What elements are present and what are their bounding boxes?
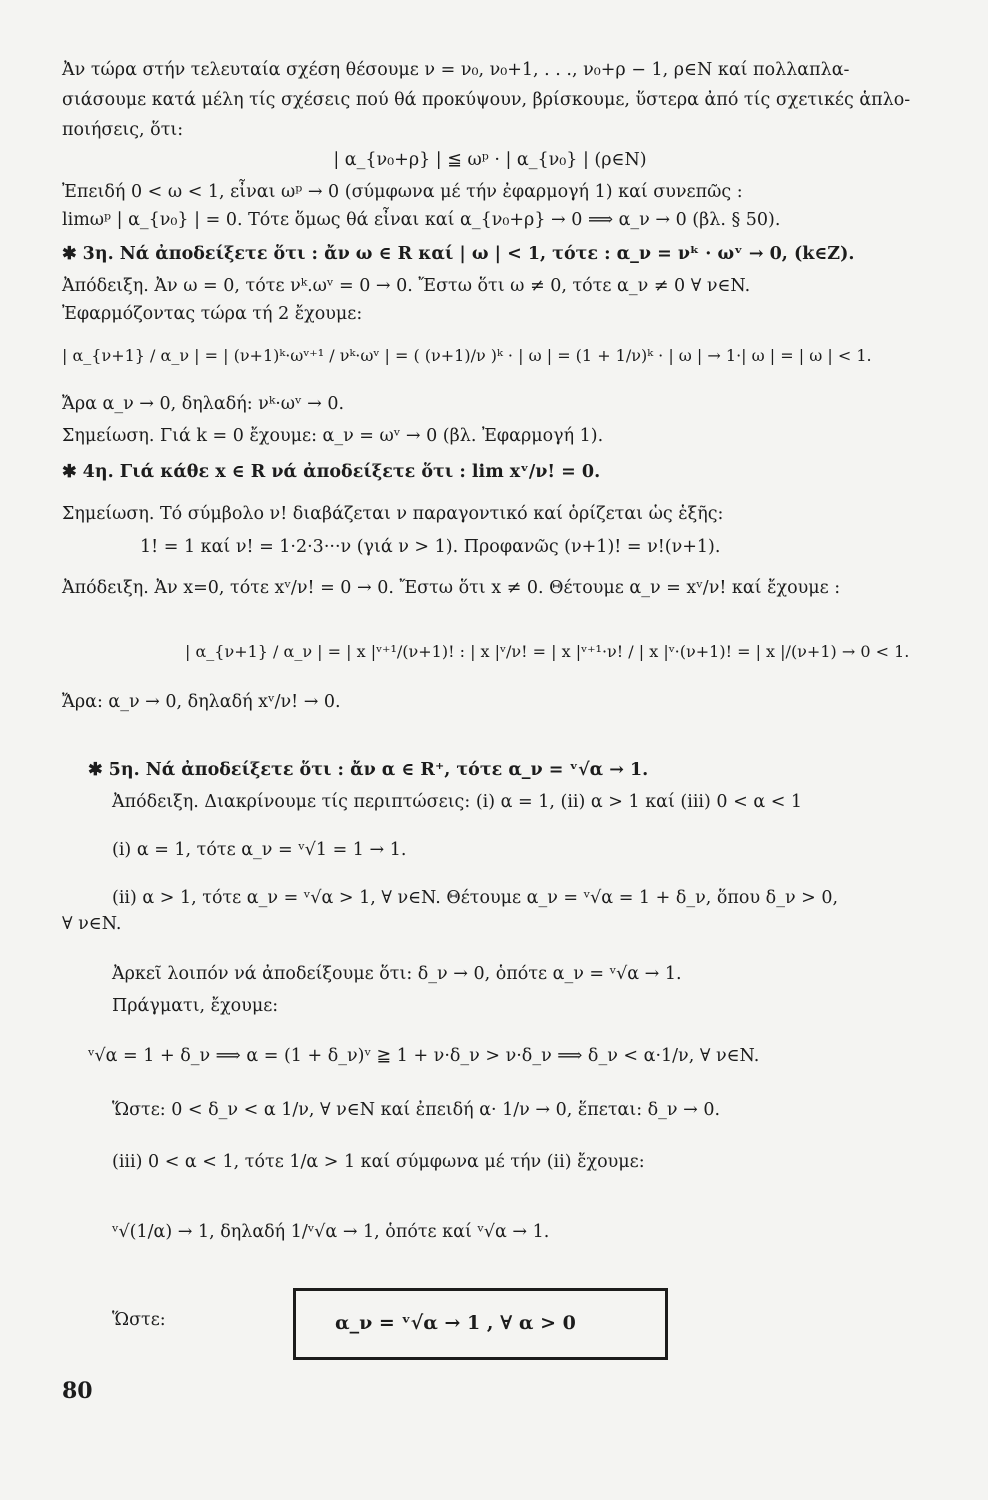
formula-line: | α_{ν₀+ρ} | ≦ ωᵖ · | α_{ν₀} | (ρ∈N) xyxy=(333,150,647,170)
exercise-title: 3η. Νά ἀποδείξετε ὅτι : ἄν ω ∈ R καί | ω | < 1, τότε : α_ν = νᵏ · ωᵛ → 0, (k∈Z). xyxy=(82,244,855,264)
text-line: Ἀπόδειξη. Ἀν x=0, τότε xᵛ/ν! = 0 → 0. Ἔστω ὅτι x ≠ 0. Θέτουμε α_ν = xᵛ/ν! καί ἔχουμε : xyxy=(62,578,841,598)
text-line: Ὥστε: 0 < δ_ν < α 1/ν, ∀ ν∈N καί ἐπειδή α· 1/ν → 0, ἕπεται: δ_ν → 0. xyxy=(112,1100,721,1120)
text-line: Ἐπειδή 0 < ω < 1, εἶναι ωᵖ → 0 (σύμφωνα μέ τήν ἐφαρμογή 1) καί συνεπῶς : xyxy=(62,182,743,202)
exercise-title: 4η. Γιά κάθε x ∈ R νά ἀποδείξετε ὅτι : lim xᵛ/ν! = 0. xyxy=(82,462,601,482)
text-line: Ἐφαρμόζοντας τώρα τή 2 ἔχουμε: xyxy=(62,304,363,324)
exercise-heading-4 xyxy=(62,460,918,484)
text-line: Ἀπόδειξη. Διακρίνουμε τίς περιπτώσεις: (i) α = 1, (ii) α > 1 καί (iii) 0 < α < 1 xyxy=(112,792,803,812)
star-icon: ✱ xyxy=(62,244,77,264)
text-line: ποιήσεις, ὅτι: xyxy=(62,120,184,140)
text-line: (ii) α > 1, τότε α_ν = ᵛ√α > 1, ∀ ν∈N. Θέτουμε α_ν = ᵛ√α = 1 + δ_ν, ὅπου δ_ν > 0, xyxy=(112,888,839,908)
formula-line: ᵛ√α = 1 + δ_ν ⟹ α = (1 + δ_ν)ᵛ ≧ 1 + ν·δ_ν > ν·δ_ν ⟹ δ_ν < α·1/ν, ∀ ν∈N. xyxy=(88,1046,760,1066)
text-line: limωᵖ | α_{ν₀} | = 0. Τότε ὅμως θά εἶναι καί α_{ν₀+ρ} → 0 ⟹ α_ν → 0 (βλ. § 50). xyxy=(62,210,781,230)
text-line: σιάσουμε κατά μέλη τίς σχέσεις πού θά προκύψουν, βρίσκουμε, ὕστερα ἀπό τίς σχετικές ἁπλο- xyxy=(62,90,911,110)
text-line: (iii) 0 < α < 1, τότε 1/α > 1 καί σύμφωνα μέ τήν (ii) ἔχουμε: xyxy=(112,1152,645,1172)
boxed-result: α_ν = ᵛ√α → 1 , ∀ α > 0 xyxy=(335,1312,576,1334)
star-icon: ✱ xyxy=(88,760,103,780)
formula-line: | α_{ν+1} / α_ν | = | x |ᵛ⁺¹/(ν+1)! : | x |ᵛ/ν! = | x |ᵛ⁺¹·ν! / | x |ᵛ·(ν+1)! = | x |/(ν+1) → 0 < 1. xyxy=(185,642,910,661)
text-line: ∀ ν∈N. xyxy=(62,914,122,934)
text-line: Ἀν τώρα στήν τελευταία σχέση θέσουμε ν = ν₀, ν₀+1, . . ., ν₀+ρ − 1, ρ∈N καί πολλαπλα- xyxy=(62,60,850,80)
text-line: Ἀπόδειξη. Ἀν ω = 0, τότε νᵏ.ωᵛ = 0 → 0. Ἔστω ὅτι ω ≠ 0, τότε α_ν ≠ 0 ∀ ν∈N. xyxy=(62,276,751,296)
text-line: Ἄρα α_ν → 0, δηλαδή: νᵏ·ωᵛ → 0. xyxy=(62,394,345,414)
text-line: Σημείωση. Γιά k = 0 ἔχουμε: α_ν = ωᵛ → 0 (βλ. Ἐφαρμογή 1). xyxy=(62,426,604,446)
page-number: 80 xyxy=(62,1378,93,1404)
text-line: Ὥστε: xyxy=(112,1310,166,1330)
exercise-heading-3 xyxy=(62,242,918,266)
formula-line: | α_{ν+1} / α_ν | = | (ν+1)ᵏ·ωᵛ⁺¹ / νᵏ·ωᵛ | = ( (ν+1)/ν )ᵏ · | ω | = (1 + 1/ν)ᵏ · | ω | → 1·| ω | = | ω | < 1. xyxy=(62,346,872,365)
text-line: 1! = 1 καί ν! = 1·2·3···ν (γιά ν > 1). Προφανῶς (ν+1)! = ν!(ν+1). xyxy=(140,537,721,557)
text-line: Σημείωση. Τό σύμβολο ν! διαβάζεται ν παραγοντικό καί ὁρίζεται ὡς ἑξῆς: xyxy=(62,504,724,524)
text-line: Ἀρκεῖ λοιπόν νά ἀποδείξουμε ὅτι: δ_ν → 0, ὁπότε α_ν = ᵛ√α → 1. xyxy=(112,964,682,984)
formula-line: ᵛ√(1/α) → 1, δηλαδή 1/ᵛ√α → 1, ὁπότε καί ᵛ√α → 1. xyxy=(112,1222,550,1242)
star-icon: ✱ xyxy=(62,462,77,482)
exercise-title: 5η. Νά ἀποδείξετε ὅτι : ἄν α ∈ R⁺, τότε α_ν = ᵛ√α → 1. xyxy=(108,760,649,780)
exercise-heading-5 xyxy=(88,758,918,782)
text-line: Πράγματι, ἔχουμε: xyxy=(112,996,279,1016)
text-line: Ἄρα: α_ν → 0, δηλαδή xᵛ/ν! → 0. xyxy=(62,692,341,712)
text-line: (i) α = 1, τότε α_ν = ᵛ√1 = 1 → 1. xyxy=(112,840,407,860)
